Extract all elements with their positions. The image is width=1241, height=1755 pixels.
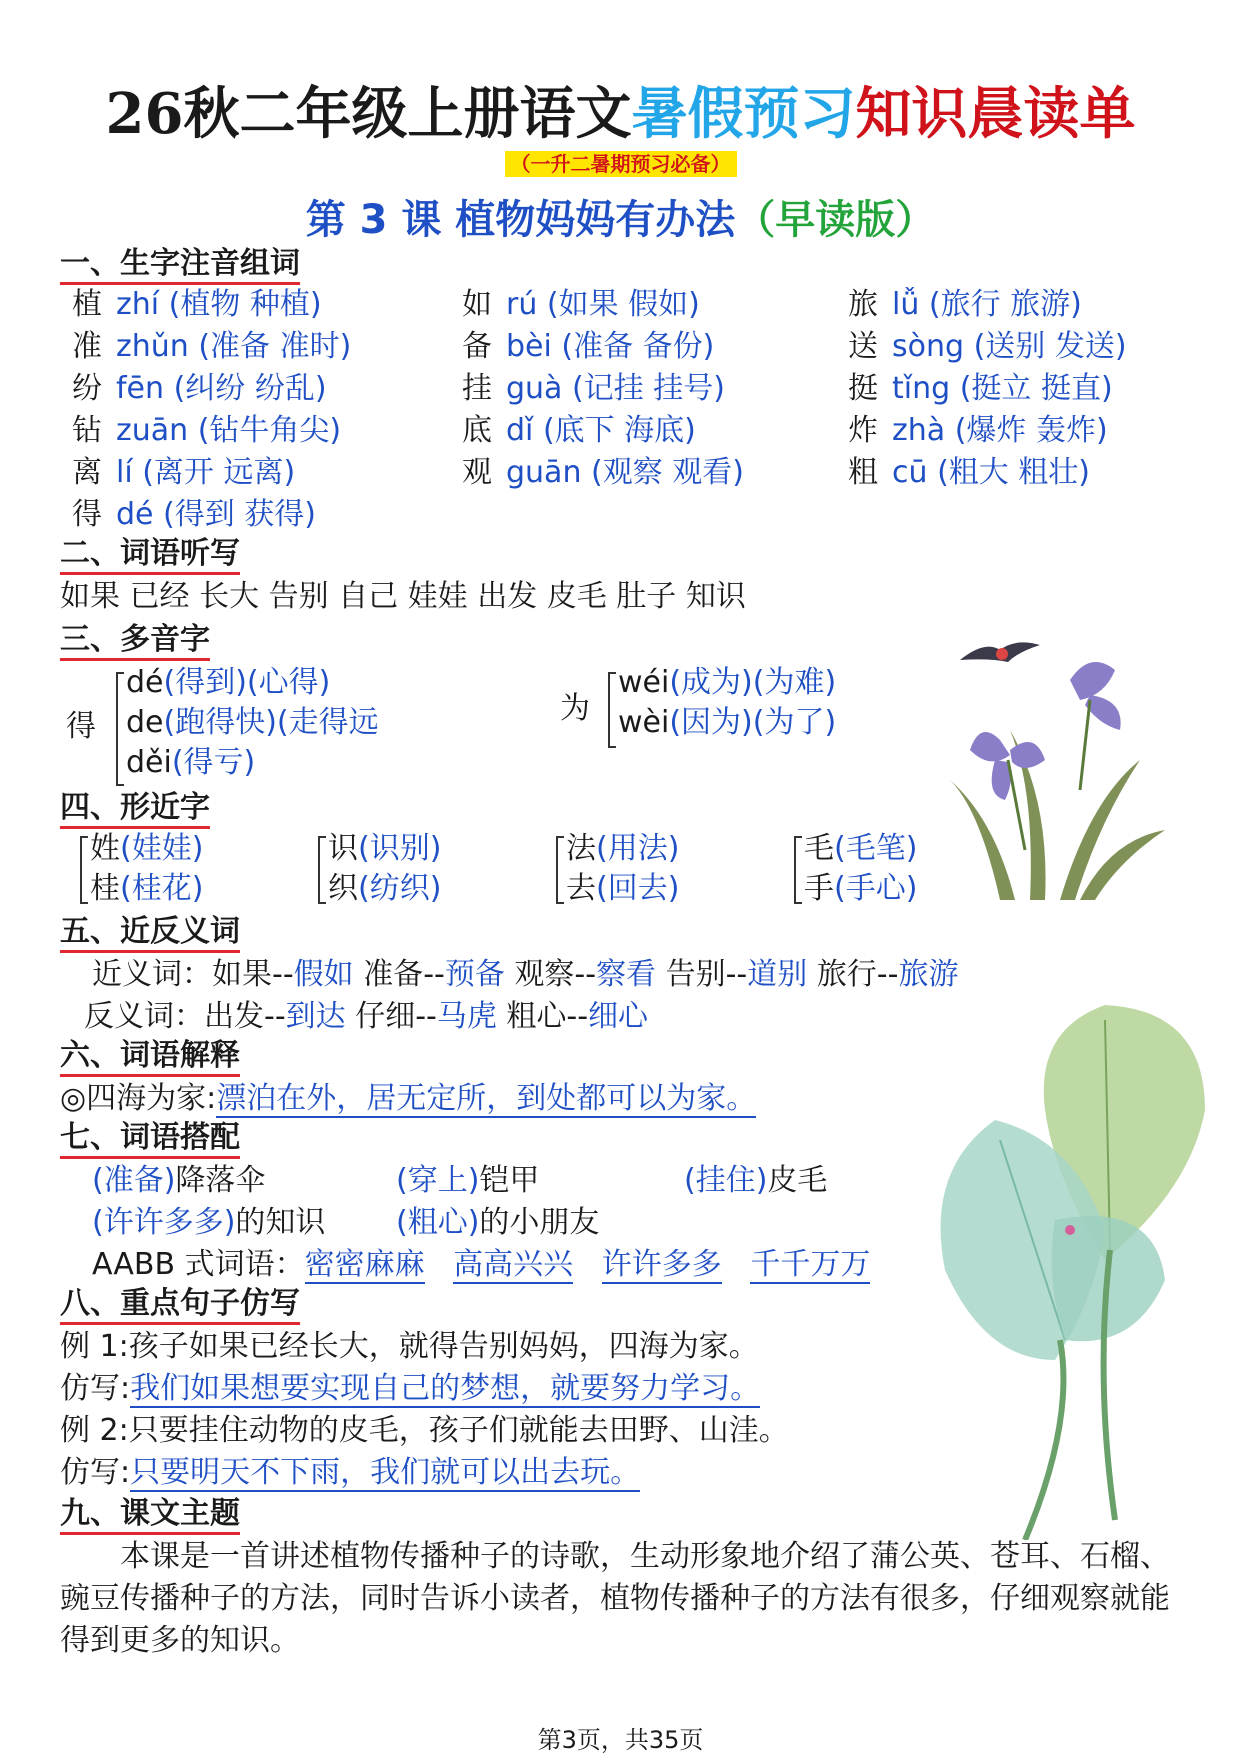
word-group: (植物 种植) [168, 287, 322, 322]
similar-char: 毛 [804, 831, 834, 866]
character-entry [72, 496, 316, 534]
character-entry [848, 328, 1127, 366]
similar-character-entry [804, 830, 917, 868]
similar-brace [794, 836, 802, 904]
similar-brace [80, 836, 88, 904]
character-entry [462, 412, 696, 450]
section-heading-9: 九、课文主题 [60, 1496, 240, 1535]
antonym-pair [204, 999, 346, 1034]
word-group: (纠纷 纷乱) [173, 371, 327, 406]
word-group: (如果 假如) [546, 287, 700, 322]
similar-char: 手 [804, 871, 834, 906]
brace-wei [608, 672, 616, 748]
similar-word: (毛笔) [834, 831, 918, 866]
reading-words: (跑得快)(走得远 [163, 705, 379, 740]
aabb-word: 密密麻麻 [304, 1247, 425, 1282]
collocation-fill: (许许多多) [92, 1205, 236, 1240]
word-group: (准备 准时) [198, 329, 352, 364]
dictation-words: 如果 已经 长大 告别 自己 娃娃 出发 皮毛 肚子 知识 [60, 579, 746, 614]
word-explanation [60, 1080, 756, 1118]
similar-char: 织 [328, 871, 358, 906]
reading-pinyin: dé [126, 665, 164, 700]
reading-words: (得亏) [171, 745, 256, 780]
character: 炸 [848, 413, 878, 448]
synonym-pair [363, 957, 505, 992]
section-heading-4: 四、形近字 [60, 790, 210, 829]
polyphone-reading [618, 704, 836, 742]
similar-word: (纺织) [358, 871, 442, 906]
word-group: (得到 获得) [163, 497, 316, 532]
synonyms-list [212, 957, 958, 992]
synonym-match: 道别 [747, 957, 808, 992]
polyphone-de-char: 得 [66, 709, 96, 744]
character-entry [462, 370, 725, 408]
similar-brace [556, 836, 564, 904]
antonym-pair [506, 999, 648, 1034]
character-entry [462, 328, 714, 366]
pinyin: zhǔn [116, 329, 189, 364]
character-entry [848, 412, 1108, 450]
pinyin: dǐ [506, 413, 534, 448]
antonym-word: 仔细-- [355, 999, 437, 1034]
character: 挂 [462, 371, 492, 406]
synonym-word: 准备-- [363, 957, 445, 992]
word-group: (挺立 挺直) [959, 371, 1113, 406]
character: 送 [848, 329, 878, 364]
imitation-label-1: 仿写: [60, 1371, 131, 1406]
lesson-version: （早读版） [735, 197, 936, 243]
word-group: (钻牛角尖) [197, 413, 342, 448]
pinyin: guà [506, 371, 563, 406]
collocation-fill: (挂住) [684, 1163, 768, 1198]
similar-character-entry [566, 830, 679, 868]
character: 粗 [848, 455, 878, 490]
title-part3: 知识晨读单 [855, 81, 1136, 147]
antonyms-row [84, 998, 648, 1036]
similar-char: 识 [328, 831, 358, 866]
reading-pinyin: wéi [618, 665, 670, 700]
polyphone-wei-char: 为 [560, 691, 590, 726]
character: 植 [72, 287, 102, 322]
imitation-sentence-1 [60, 1370, 760, 1408]
collocation-word: 的知识 [235, 1205, 326, 1240]
leaves-illustration [905, 1000, 1215, 1540]
subtitle-text: （一升二暑期预习必备） [505, 151, 737, 177]
page-title [0, 70, 1241, 150]
collocation-word: 铠甲 [479, 1163, 540, 1198]
similar-word: (娃娃) [120, 831, 204, 866]
word-group: (记挂 挂号) [572, 371, 725, 406]
character-entry [72, 286, 322, 324]
title-part2: 暑假预习 [631, 81, 856, 147]
similar-word: (用法) [596, 831, 680, 866]
aabb-word: 千千万万 [750, 1247, 871, 1282]
collocation-fill: (穿上) [396, 1163, 480, 1198]
synonym-word: 告别-- [665, 957, 748, 992]
section-heading-3: 三、多音字 [60, 622, 210, 661]
polyphone-reading [126, 744, 255, 782]
similar-brace [318, 836, 326, 904]
character: 旅 [848, 287, 878, 322]
collocation-word: 皮毛 [767, 1163, 828, 1198]
lesson-title [0, 188, 1241, 245]
character: 得 [72, 497, 102, 532]
synonym-word: 旅行-- [816, 957, 899, 992]
imitation-text-2: 只要明天不下雨，我们就可以出去玩。 [130, 1455, 641, 1490]
similar-character-entry [566, 870, 679, 908]
iris-flower-illustration [940, 630, 1170, 900]
character-entry [848, 370, 1113, 408]
polyphone-reading [126, 704, 379, 742]
swallow-bird-icon [960, 642, 1040, 662]
subtitle [0, 148, 1241, 177]
word-group: (送别 发送) [973, 329, 1127, 364]
lesson-theme: 本课是一首讲述植物传播种子的诗歌，生动形象地介绍了蒲公英、苍耳、石榴、豌豆传播种子的方法，同时告诉小读者，植物传播种子的方法有很多，仔细观察就能得到更多的知识。 [60, 1539, 1170, 1658]
section-heading-2: 二、词语听写 [60, 536, 240, 575]
synonym-pair [514, 957, 656, 992]
similar-word: (手心) [834, 871, 918, 906]
character-entry [848, 454, 1090, 492]
pinyin: zuān [116, 413, 189, 448]
explain-term: ◎四海为家: [60, 1081, 217, 1116]
pinyin: fēn [116, 371, 165, 406]
example-sentence-1: 例 1:孩子如果已经长大，就得告别妈妈，四海为家。 [60, 1329, 759, 1364]
reading-pinyin: wèi [618, 705, 670, 740]
aabb-word: 许许多多 [601, 1247, 722, 1282]
collocation-fill: (粗心) [396, 1205, 480, 1240]
similar-character-entry [90, 870, 203, 908]
lesson-name: 第 3 课 植物妈妈有办法 [305, 197, 736, 243]
polyphone-reading [126, 664, 330, 702]
synonym-pair [212, 957, 354, 992]
collocation-item [92, 1162, 265, 1200]
similar-character-entry [328, 870, 441, 908]
antonyms-label: 反义词： [84, 999, 204, 1034]
word-group: (离开 远离) [142, 455, 296, 490]
collocation-word: 的小朋友 [479, 1205, 600, 1240]
antonym-match: 到达 [285, 999, 346, 1034]
antonym-word: 粗心-- [506, 999, 589, 1034]
character: 离 [72, 455, 102, 490]
section-heading-7: 七、词语搭配 [60, 1120, 240, 1159]
collocation-item [92, 1204, 325, 1242]
antonyms-list [204, 999, 648, 1034]
imitation-label-2: 仿写: [60, 1455, 131, 1490]
aabb-row [92, 1246, 870, 1284]
section-heading-8: 八、重点句子仿写 [60, 1286, 300, 1325]
explain-meaning: 漂泊在外，居无定所，到处都可以为家。 [216, 1081, 757, 1116]
similar-character-entry [328, 830, 441, 868]
synonym-pair [666, 957, 808, 992]
section-heading-5: 五、近反义词 [60, 914, 240, 953]
pinyin: zhà [892, 413, 946, 448]
character-entry [72, 454, 295, 492]
synonym-word: 观察-- [514, 957, 597, 992]
synonym-word: 如果-- [212, 957, 294, 992]
collocation-word: 降落伞 [175, 1163, 266, 1198]
antonym-match: 马虎 [436, 999, 497, 1034]
synonym-match: 察看 [596, 957, 657, 992]
word-group: (粗大 粗壮) [937, 455, 1091, 490]
word-group: (底下 海底) [542, 413, 696, 448]
reading-pinyin: děi [126, 745, 172, 780]
pinyin: cū [892, 455, 928, 490]
similar-word: (回去) [596, 871, 680, 906]
similar-character-entry [804, 870, 917, 908]
similar-word: (识别) [358, 831, 442, 866]
synonym-match: 旅游 [898, 957, 959, 992]
word-group: (旅行 旅游) [928, 287, 1082, 322]
similar-char: 姓 [90, 831, 120, 866]
synonym-match: 假如 [293, 957, 354, 992]
pinyin: dé [116, 497, 154, 532]
page-number: 第3页，共35页 [537, 1726, 704, 1754]
pinyin: sòng [892, 329, 965, 364]
synonyms-label: 近义词： [92, 957, 212, 992]
character: 准 [72, 329, 102, 364]
character: 纷 [72, 371, 102, 406]
character-entry [462, 286, 700, 324]
character: 观 [462, 455, 492, 490]
reading-words: (得到)(心得) [163, 665, 331, 700]
synonyms-row [92, 956, 958, 994]
pinyin: rú [506, 287, 538, 322]
pinyin: bèi [506, 329, 552, 364]
collocation-item [684, 1162, 827, 1200]
similar-char: 法 [566, 831, 596, 866]
character: 如 [462, 287, 492, 322]
character-entry [462, 454, 744, 492]
example-sentence-2: 例 2:只要挂住动物的皮毛，孩子们就能去田野、山洼。 [60, 1413, 789, 1448]
character: 钻 [72, 413, 102, 448]
reading-words: (成为)(为难) [669, 665, 837, 700]
character-entry [72, 328, 351, 366]
collocation-item [396, 1162, 539, 1200]
aabb-list [305, 1247, 871, 1284]
character-entry [72, 370, 327, 408]
word-group: (爆炸 轰炸) [954, 413, 1108, 448]
reading-words: (因为)(为了) [669, 705, 837, 740]
synonym-match: 预备 [444, 957, 505, 992]
character-entry [848, 286, 1082, 324]
title-part1: 26秋二年级上册语文 [105, 81, 632, 147]
imitation-sentence-2 [60, 1454, 640, 1492]
pinyin: zhí [116, 287, 160, 322]
antonym-word: 出发-- [204, 999, 286, 1034]
character: 备 [462, 329, 492, 364]
aabb-word: 高高兴兴 [453, 1247, 574, 1282]
pinyin: guān [506, 455, 582, 490]
antonym-match: 细心 [588, 999, 649, 1034]
pinyin: lí [116, 455, 133, 490]
antonym-pair [355, 999, 497, 1034]
pinyin: tǐng [892, 371, 951, 406]
word-group: (观察 观看) [591, 455, 744, 490]
synonym-pair [817, 957, 959, 992]
polyphone-reading [618, 664, 836, 702]
similar-character-entry [90, 830, 203, 868]
section-heading-1: 一、生字注音组词 [60, 246, 300, 285]
similar-word: (桂花) [120, 871, 204, 906]
character: 底 [462, 413, 492, 448]
character: 挺 [848, 371, 878, 406]
pinyin: lǚ [892, 287, 920, 322]
imitation-text-1: 我们如果想要实现自己的梦想，就要努力学习。 [130, 1371, 761, 1406]
character-entry [72, 412, 341, 450]
aabb-label: AABB 式词语： [92, 1247, 305, 1282]
collocation-item [396, 1204, 599, 1242]
similar-char: 去 [566, 871, 596, 906]
brace-de [116, 672, 124, 786]
word-group: (准备 备份) [561, 329, 715, 364]
similar-char: 桂 [90, 871, 120, 906]
section-heading-6: 六、词语解释 [60, 1038, 240, 1077]
collocation-fill: (准备) [92, 1163, 176, 1198]
reading-pinyin: de [126, 705, 164, 740]
